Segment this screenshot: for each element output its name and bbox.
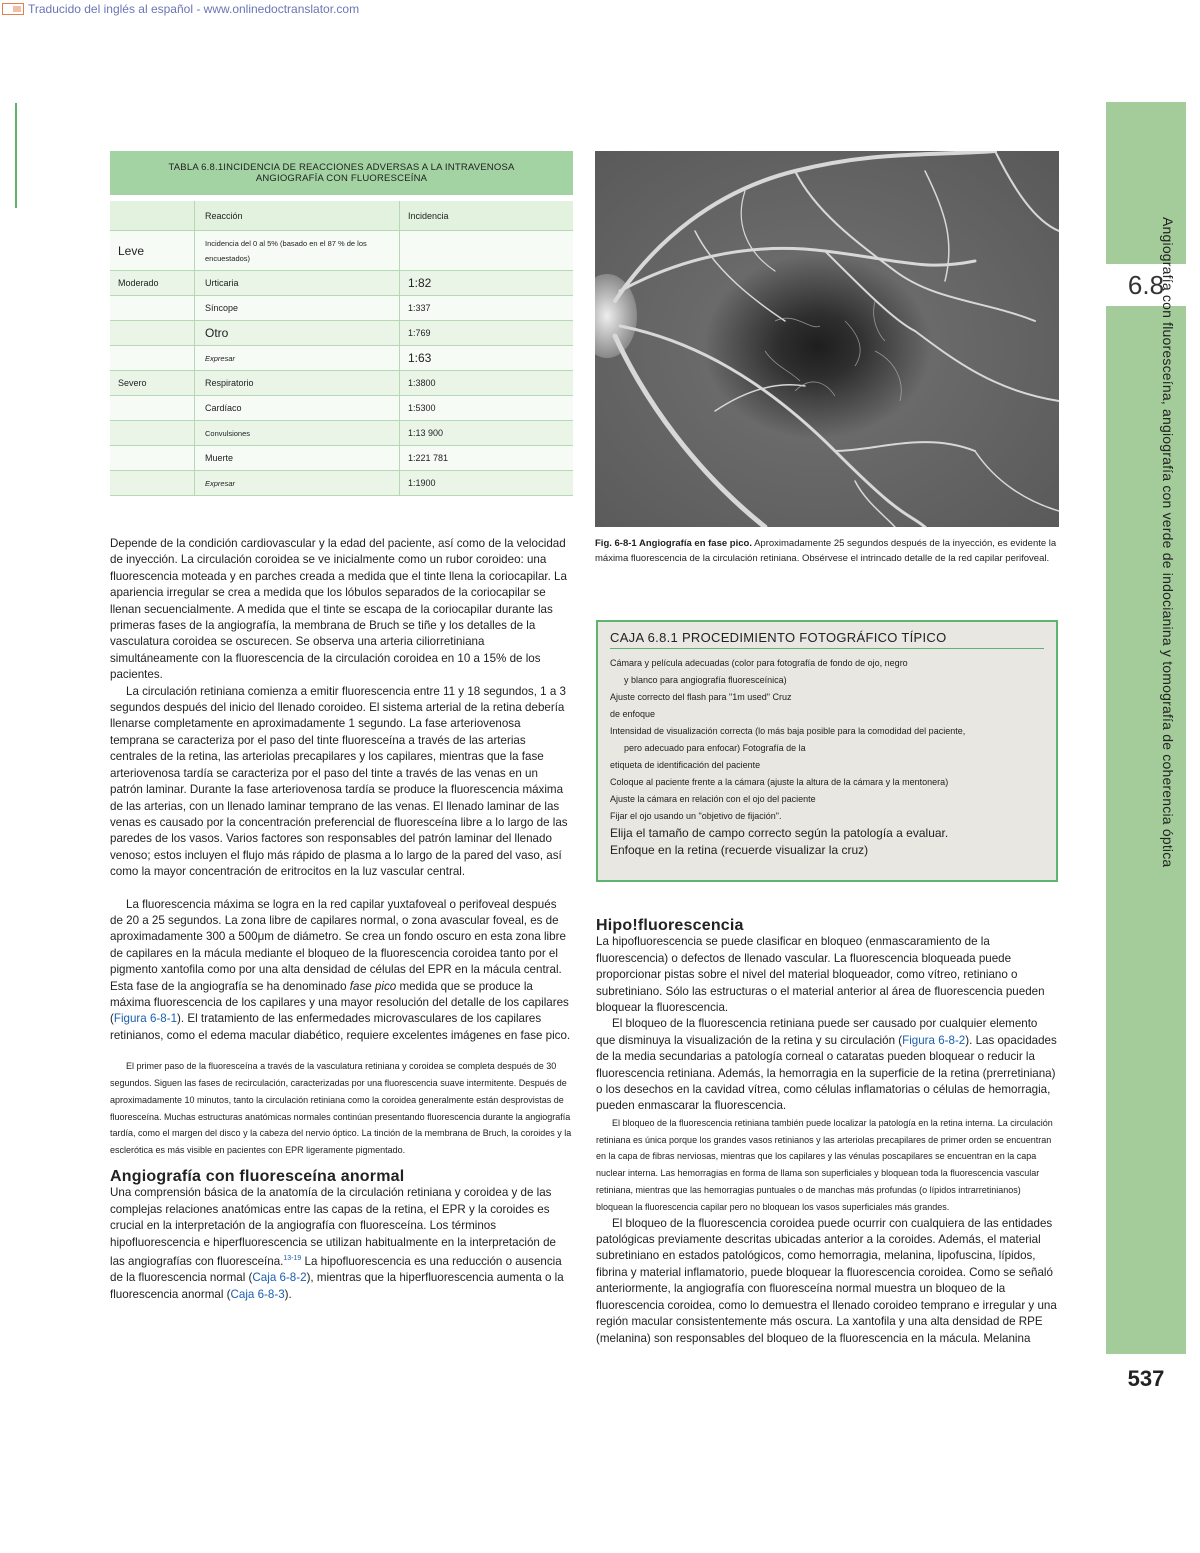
incidence-cell: 1:1900 xyxy=(399,471,573,495)
reaction-cell: Expresar xyxy=(194,471,399,495)
heading-abnormal-angiography: Angiografía con fluoresceína anormal xyxy=(110,1167,405,1185)
reaction-cell: Muerte xyxy=(194,446,399,470)
table-row xyxy=(110,296,573,321)
box-title: CAJA 6.8.1 PROCEDIMIENTO FOTOGRÁFICO TÍPICO xyxy=(610,630,1044,649)
incidence-cell: 1:5300 xyxy=(399,396,573,420)
translator-icon xyxy=(2,3,24,15)
paragraph-small: El bloqueo de la fluorescencia retiniana también puede localizar la patología en la retina interna. La circulación retiniana es única porque los grandes vasos retinianos y las arteriolas precapilares de primer orden se encuentran en la capa de fibras nerviosas, mientras que los capilares y las vénulas poscapilares se encuentran en la capa nuclear interna. Las hemorragias en forma de llama son superficiales y bloquean toda la fluorescencia vascular retiniana, mientras que las hemorragias puntuales o de manchas más profundas (o lípidos intrarretinianos) bloquean la fluorescencia capilar pero no bloquean los vasos superficiales más grandes. xyxy=(596,1117,1053,1212)
box-line: Coloque al paciente frente a la cámara (ajuste la altura de la cámara y la mentonera) xyxy=(610,777,949,787)
incidence-cell: 1:769 xyxy=(399,321,573,345)
table-title: TABLA 6.8.1INCIDENCIA DE REACCIONES ADVERSAS A LA INTRAVENOSA ANGIOGRAFÍA CON FLUORESCEÍNA xyxy=(110,151,573,195)
severity-cell xyxy=(110,296,194,320)
severity-cell xyxy=(110,396,194,420)
severity-cell xyxy=(110,446,194,470)
left-column xyxy=(110,536,572,1303)
figure-link[interactable]: Figura 6-8-1 xyxy=(113,1012,178,1026)
reaction-cell: Convulsiones xyxy=(194,421,399,445)
table-row xyxy=(110,321,573,346)
box-line: Intensidad de visualización correcta (lo más baja posible para la comodidad del paciente, xyxy=(610,726,966,736)
paragraph: La fluorescencia máxima se logra en la red capilar yuxtafoveal o perifoveal después de 20 a 25 segundos. La zona libre de capilares normal, o zona avascular foveal, es de aproximadamente 300 a 500μm de diámetro. Se crea un fondo oscuro en esta zona libre de capilares en la mácula mediante el bloqueo de la fluorescencia coroidea tanto por el pigmento xantofila como por una alta densidad de células del EPR en la mácula central. Esta fase de la angiografía se ha denominado fase pico medida que se produce la máxima fluorescencia de los capilares y una mayor resolución del detalle de los capilares (Figura 6-8-1). El tratamiento de las enfermedades microvasculares de los capilares retinianos, como el edema macular diabético, requiere excelentes imágenes en fase pico. xyxy=(110,897,571,1042)
reaction-cell: Cardíaco xyxy=(194,396,399,420)
col-reaction: Reacción xyxy=(194,201,399,230)
table-row xyxy=(110,471,573,496)
reaction-cell: Urticaria xyxy=(194,271,399,295)
incidence-cell xyxy=(399,231,573,270)
table-row xyxy=(110,396,573,421)
section-number: 6.8 xyxy=(1106,264,1186,306)
paragraph-small: El primer paso de la fluoresceína a través de la vasculatura retiniana y coroidea se completa después de 30 segundos. Siguen las fases de recirculación, caracterizadas por una fluorescencia suave intermitente. Después de aproximadamente 10 minutos, tanto la circulación retiniana como la coroidea generalmente están desprovistas de fluoresceína. Muchas estructuras anatómicas normales continúan presentando fluorescencia durante la angiografía tardía, como el margen del disco y la cabeza del nervio óptico. La tinción de la membrana de Bruch, la coroides y la esclerótica es más visible en pacientes con EPR ligeramente pigmentado. xyxy=(110,1061,572,1156)
banner-text[interactable]: Traducido del inglés al español - www.onlinedoctranslator.com xyxy=(28,2,360,16)
paragraph: El bloqueo de la fluorescencia coroidea puede ocurrir con cualquiera de las entidades patológicas previamente descritas ubicadas anterior a la coroides. Además, el material subretiniano en estados patológicos, como hemorragia, melanina, lipofuscina, lípidos, fibrina y material inflamatorio, puede bloquear la fluorescencia coroidea. Como se señaló anteriormente, la angiografía con fluoresceína normal muestra un bloqueo de la fluorescencia coroidea, como lo demuestra el llenado coroideo temprano e irregular y una región macular consistentemente más oscura. La xantofila y una alta densidad de RPE (melanina) son responsables del bloqueo de la fluorescencia en la mácula. Melanina xyxy=(596,1216,1057,1345)
paragraph: La hipofluorescencia se puede clasificar en bloqueo (enmascaramiento de la fluorescencia) o defectos de llenado vascular. La fluorescencia bloqueada puede proporcionar pistas sobre el nivel del material bloqueador, como vítreo, retiniano o subretiniano. Sólo las estructuras o el material anterior al área de fluorescencia pueden bloquear la fluorescencia. xyxy=(596,935,1045,1015)
box-line: Enfoque en la retina (recuerde visualizar la cruz) xyxy=(610,843,869,857)
chapter-vertical-title: Angiografía con fluoresceína, angiografía con verde de indocianina y tomografía de coherencia óptica xyxy=(1160,217,1176,868)
paragraph: La circulación retiniana comienza a emitir fluorescencia entre 11 y 18 segundos, 1 a 3 segundos después del inicio del llenado coroideo. El sistema arterial de la retina debería llenarse completamente en aproximadamente 1 segundo. La fase arteriovenosa temprana se caracteriza por el paso del tinte fluoresceína a través de las arterias centrales de la retina, las arteriolas precapilares y los capilares, mientras que la fase arteriovenosa tardía se caracteriza por el paso del tinte a través de las venas en un patrón laminar. Durante la fase arteriovenosa tardía se produce la fluorescencia máxima de las arterias, con un llenado laminar temprano de las venas. El llenado laminar de las venas es causado por la concentración preferencial de fluoresceína libre a lo largo de las paredes de los vasos. Varios factores son responsables del patrón laminar del llenado venoso; estos incluyen el flujo más rápido de plasma a lo largo de la pared del vaso, así como la mayor concentración de eritrocitos en la luz vascular central. xyxy=(110,684,568,879)
box-line: etiqueta de identificación del paciente xyxy=(610,760,761,770)
severity-cell xyxy=(110,471,194,495)
box-photographic-procedure xyxy=(596,620,1058,882)
severity-cell xyxy=(110,346,194,370)
reaction-cell: Otro xyxy=(194,321,399,345)
incidence-cell: 1:82 xyxy=(399,271,573,295)
col-incidence: Incidencia xyxy=(399,201,573,230)
chapter-sidebar xyxy=(1106,102,1186,1403)
box-link[interactable]: Caja 6-8-3 xyxy=(230,1287,285,1301)
table-header-row xyxy=(110,201,573,231)
translator-banner[interactable] xyxy=(2,0,359,18)
incidence-cell: 1:63 xyxy=(399,346,573,370)
incidence-cell: 1:221 781 xyxy=(399,446,573,470)
box-line: Fijar el ojo usando un "objetivo de fijación". xyxy=(610,811,782,821)
severity-cell xyxy=(110,321,194,345)
figure-link[interactable]: Figura 6-8-2 xyxy=(902,1033,966,1047)
reaction-cell: Expresar xyxy=(194,346,399,370)
severity-cell: Severo xyxy=(118,378,147,388)
paragraph: Una comprensión básica de la anatomía de la circulación retiniana y coroidea y de las complejas relaciones anatómicas entre las capas de la retina, el EPR y la coroides es crucial en la interpretación de la angiografía con fluoresceína. Los términos hipofluorescencia e hiperfluorescencia se utilizan habitualmente en la interpretación de las angiografías con fluoresceína.$^{13-19}$ La hipofluorescencia es una reducción o ausencia de la fluorescencia normal (Caja 6-8-2), mientras que la hiperfluorescencia aumenta o la fluorescencia anormal (Caja 6-8-3). xyxy=(110,1186,564,1301)
table-row xyxy=(110,346,573,371)
table-row xyxy=(110,271,573,296)
severity-cell xyxy=(110,421,194,445)
reaction-cell: Síncope xyxy=(194,296,399,320)
table-row xyxy=(110,371,573,396)
incidence-cell: 1:13 900 xyxy=(399,421,573,445)
paragraph: Depende de la condición cardiovascular y la edad del paciente, así como de la velocidad de inyección. La circulación coroidea se ve inicialmente como un rubor coroideo: una fluorescencia moteada y en parches creada a medida que el tinte llena la coriocapilar. La apariencia irregular se crea a medida que los lóbulos separados de la coriocapilar se llenan secuencialmente. A medida que el tinte se escapa de la coriocapilar durante las primeras fases de la angiografía, la membrana de Bruch se tiñe y los detalles de la vasculatura coroidea se oscurecen. Se observa una arteria ciliorretiniana simultáneamente con la fluorescencia de la circulación coroidea en 10 a 15% de los pacientes. xyxy=(110,537,567,682)
box-line: y blanco para angiografía fluoresceínica) xyxy=(624,675,787,685)
retinal-angiogram-image xyxy=(595,151,1059,527)
heading-hypofluorescence: Hipo!fluorescencia xyxy=(596,917,744,934)
figure-caption xyxy=(595,536,1059,566)
figure-caption-text: Aproximadamente 25 segundos después de la inyección, es evidente la máxima fluorescencia de la circulación retiniana. Obsérvese el intrincado detalle de la red capilar perifoveal. xyxy=(595,538,1057,564)
box-line: Cámara y película adecuadas (color para fotografía de fondo de ojo, negro xyxy=(610,658,908,668)
severity-cell: Leve xyxy=(118,243,145,258)
box-line: de enfoque xyxy=(610,709,656,719)
box-line: Ajuste la cámara en relación con el ojo del paciente xyxy=(610,794,816,804)
figure-label: Fig. 6-8-1 Angiografía en fase pico. xyxy=(595,538,752,549)
page-number: 537 xyxy=(1106,1354,1186,1404)
right-column xyxy=(596,918,1058,1347)
reaction-cell: Respiratorio xyxy=(194,371,399,395)
reaction-cell: Incidencia del 0 al 5% (basado en el 87 % de los encuestados) xyxy=(194,231,399,270)
box-link[interactable]: Caja 6-8-2 xyxy=(252,1271,307,1285)
table-row xyxy=(110,421,573,446)
reference-link[interactable]: 13-19 xyxy=(283,1255,302,1262)
incidence-cell: 1:337 xyxy=(399,296,573,320)
box-line: Ajuste correcto del flash para "1m used" Cruz xyxy=(610,692,792,702)
adverse-reactions-table xyxy=(110,151,573,496)
severity-cell: Moderado xyxy=(118,278,159,288)
margin-rule xyxy=(15,103,17,208)
box-line: pero adecuado para enfocar) Fotografía de la xyxy=(624,743,806,753)
incidence-cell: 1:3800 xyxy=(399,371,573,395)
table-row xyxy=(110,231,573,271)
paragraph: El bloqueo de la fluorescencia retiniana puede ser causado por cualquier elemento que disminuya la visualización de la retina y su circulación (Figura 6-8-2). Las opacidades de la media secundarias a patología corneal o cataratas pueden bloquear o reducir la fluorescencia retiniana. Además, la hemorragia en la superficie de la retina (prerretiniana) o los desechos en la cavidad vítrea, como células inflamatorias o células de hemorragia, pueden enmascarar la fluorescencia. xyxy=(596,1017,1057,1113)
table-row xyxy=(110,446,573,471)
box-line: Elija el tamaño de campo correcto según la patología a evaluar. xyxy=(610,826,949,840)
